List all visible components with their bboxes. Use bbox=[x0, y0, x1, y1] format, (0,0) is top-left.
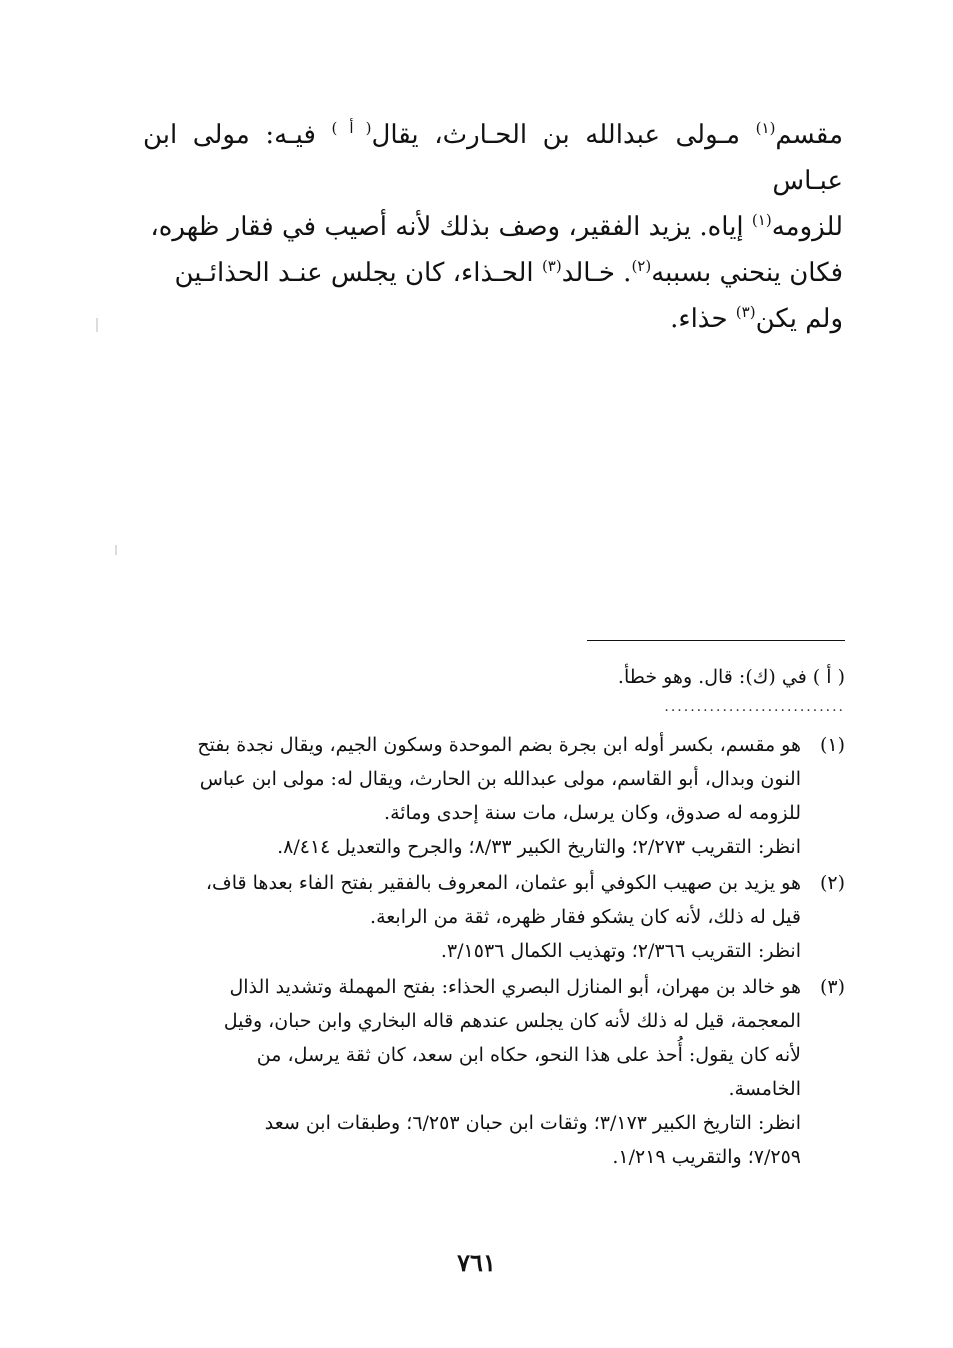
footnote-line: هو مقسم، بكسر أوله ابن بجرة بضم الموحدة وسكون الجيم، ويقال نجدة بفتح bbox=[197, 734, 801, 756]
scan-mark bbox=[96, 318, 98, 332]
footnote-line: المعجمة، قيل له ذلك لأنه كان يجلس عندهم قاله البخاري وابن حبان، وقيل bbox=[223, 1010, 801, 1032]
main-line: ولم يكن$^{(٣)}$ حذاء. bbox=[670, 303, 843, 334]
variant-note: ( أ ) في (ك): قال. وهو خطأ. bbox=[617, 666, 845, 688]
footnote-body bbox=[143, 866, 801, 968]
footnote-line: انظر: التقريب ٢/٣٦٦؛ وتهذيب الكمال ٣/١٥٣٦. bbox=[440, 940, 801, 962]
main-line: للزومه$^{(١)}$ إياه. يزيد الفقير، وصف بذلك لأنه أصيب في فقار ظهره، bbox=[150, 211, 843, 242]
footnote-number: (٢) bbox=[819, 872, 845, 894]
main-line: مقسم$^{(١)}$ مـولى عبدالله بن الحـارث، يقال$^{( أ )}$ فيـه: مولى ابن عبـاس bbox=[143, 119, 843, 196]
dotted-separator: ............................ bbox=[664, 700, 845, 714]
footnote-3 bbox=[143, 970, 845, 1174]
footnote-1 bbox=[143, 728, 845, 864]
footnote-line: ٧/٢٥٩؛ والتقريب ١/٢١٩. bbox=[612, 1146, 801, 1168]
footnote-number: (٣) bbox=[819, 976, 845, 998]
footnote-2 bbox=[143, 866, 845, 968]
scan-mark bbox=[115, 545, 117, 555]
footnote-line: انظر: التقريب ٢/٢٧٣؛ والتاريخ الكبير ٨/٣٣؛ والجرح والتعديل ٨/٤١٤. bbox=[277, 836, 801, 858]
footnote-number: (١) bbox=[819, 734, 845, 756]
footnote-line: الخامسة. bbox=[728, 1078, 801, 1100]
page-number: ٧٦١ bbox=[457, 1248, 496, 1277]
footnote-line: انظر: التاريخ الكبير ٣/١٧٣؛ وثقات ابن حبان ٦/٢٥٣؛ وطبقات ابن سعد bbox=[264, 1112, 801, 1134]
main-line: فكان ينحني بسببه$^{(٢)}$. خـالد$^{(٣)}$ الحـذاء، كان يجلس عنـد الحذائـين bbox=[174, 257, 843, 288]
footnote-line: لأنه كان يقول: أُحذ على هذا النحو، حكاه ابن سعد، كان ثقة يرسل، من bbox=[256, 1044, 801, 1066]
footnote-body bbox=[143, 728, 801, 864]
footnote-body bbox=[143, 970, 801, 1174]
main-text bbox=[143, 112, 843, 342]
footnote-line: هو يزيد بن صهيب الكوفي أبو عثمان، المعروف بالفقير بفتح الفاء بعدها قاف، bbox=[205, 872, 801, 894]
footnote-line: النون وبدال، أبو القاسم، مولى عبدالله بن الحارث، ويقال له: مولى ابن عباس bbox=[199, 768, 801, 790]
footnote-line: قيل له ذلك، لأنه كان يشكو فقار ظهره، ثقة من الرابعة. bbox=[370, 906, 801, 928]
footnotes bbox=[143, 660, 845, 1176]
footnote-separator bbox=[587, 640, 845, 641]
footnote-line: للزومه له صدوق، وكان يرسل، مات سنة إحدى ومائة. bbox=[384, 802, 801, 824]
footnote-line: هو خالد بن مهران، أبو المنازل البصري الحذاء: بفتح المهملة وتشديد الذال bbox=[229, 976, 801, 998]
